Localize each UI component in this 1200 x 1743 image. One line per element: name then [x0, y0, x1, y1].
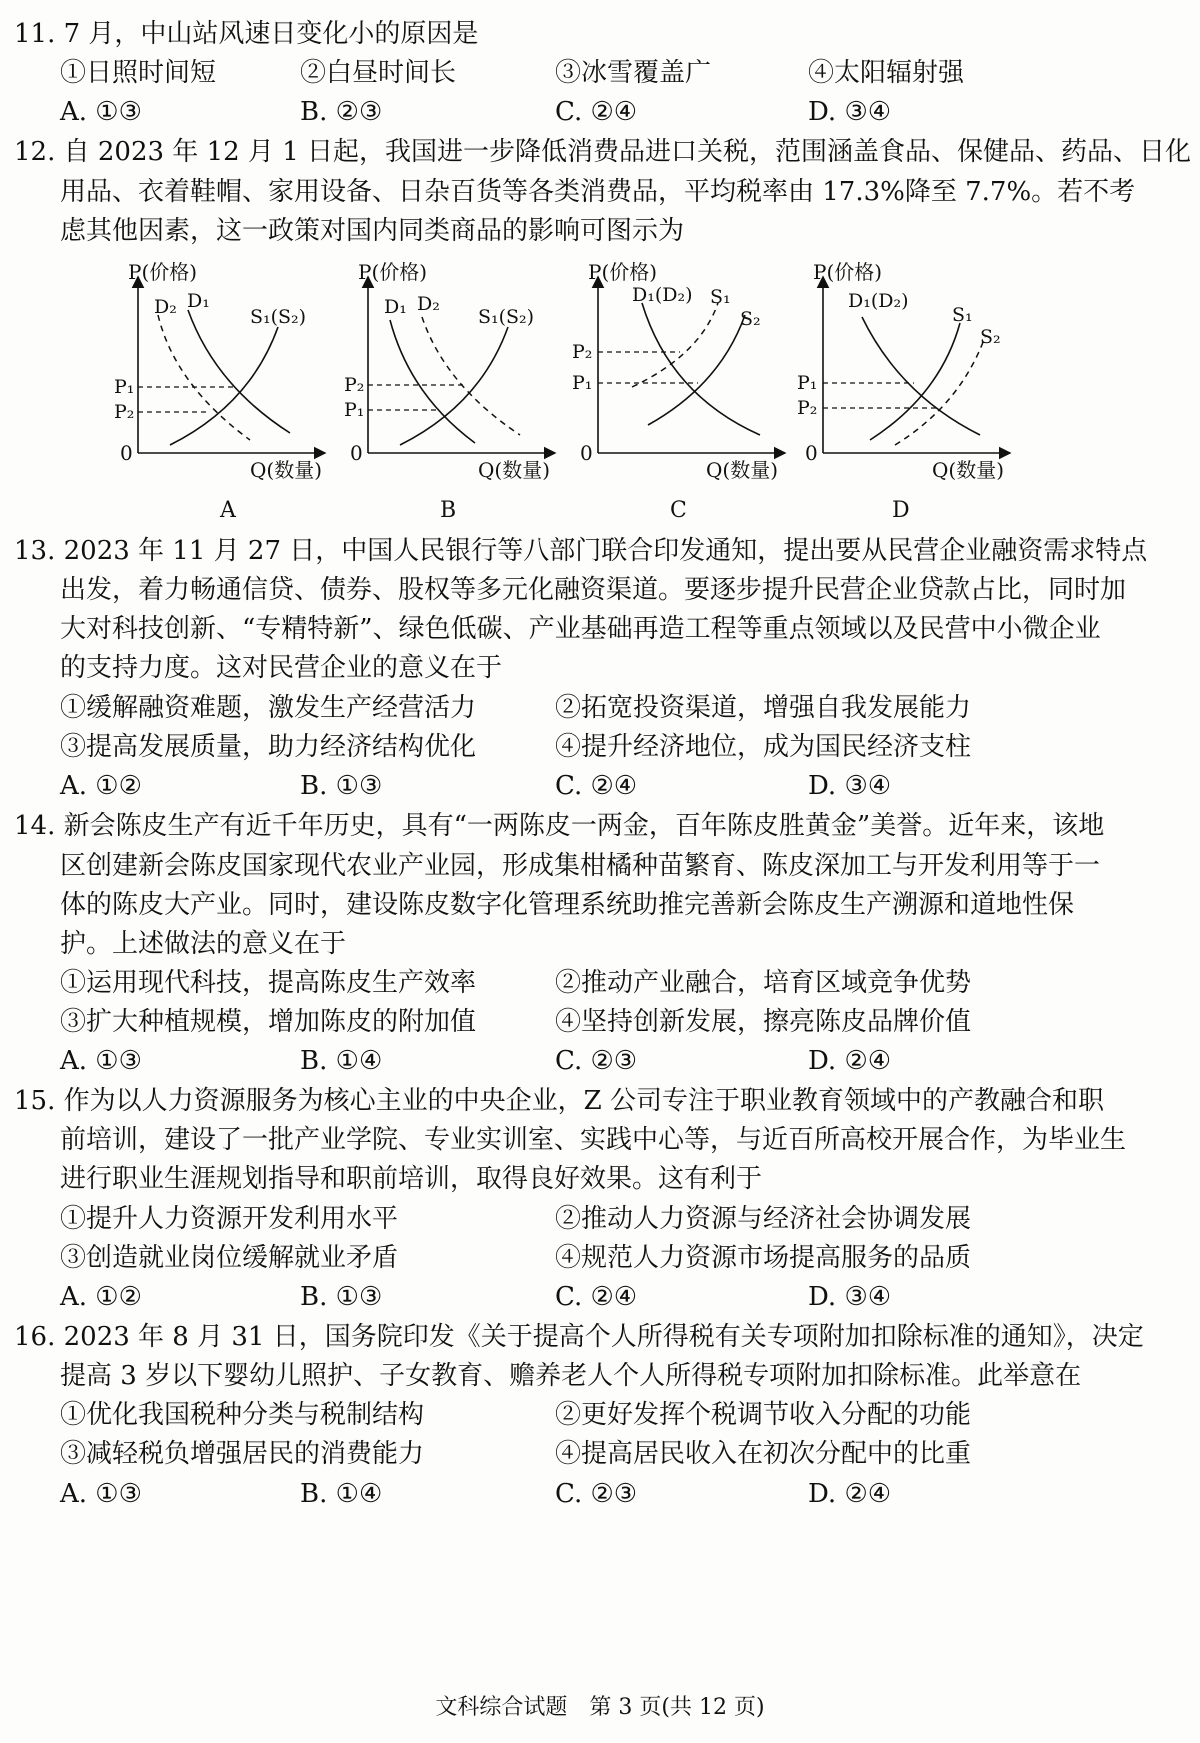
q13-line-1: 13. 2023 年 11 月 27 日，中国人民银行等八部门联合印发通知，提出要从民营企业融资需求特点 [14, 536, 1148, 566]
graph-b-p2: P₂ [344, 374, 365, 396]
graph-c-xlabel: Q(数量) [706, 458, 779, 482]
graph-b [344, 260, 555, 523]
q14-item-4: ④坚持创新发展，擦亮陈皮品牌价值 [555, 1007, 972, 1037]
graph-a-d2-curve [158, 315, 250, 440]
graph-d-d-curve [862, 317, 980, 435]
q15-item-4: ④规范人力资源市场提高服务的品质 [555, 1243, 972, 1273]
graph-b-s-curve [400, 327, 508, 445]
graph-d-label-s1: S₁ [952, 304, 973, 326]
q11-item-4: ④太阳辐射强 [808, 58, 965, 88]
q14-line-2: 区创建新会陈皮国家现代农业产业园，形成集柑橘种苗繁育、陈皮深加工与开发利用等于一 [60, 851, 1101, 881]
graph-d-label-d: D₁(D₂) [848, 290, 909, 312]
q15-choice-b: B. ①③ [300, 1282, 383, 1312]
q14-item-2: ②推动产业融合，培育区域竞争优势 [555, 968, 972, 998]
q11-item-1: ①日照时间短 [60, 58, 217, 88]
q16-item-3: ③减轻税负增强居民的消费能力 [60, 1439, 425, 1469]
q16-choice-c: C. ②③ [555, 1479, 638, 1509]
q11-item-3: ③冰雪覆盖广 [555, 58, 712, 88]
graph-b-ylabel: P(价格) [358, 260, 428, 284]
q16-choice-d: D. ②④ [808, 1479, 892, 1509]
q13-choice-c: C. ②④ [555, 771, 638, 801]
graph-b-origin: 0 [350, 441, 363, 465]
q16-item-1: ①优化我国税种分类与税制结构 [60, 1400, 425, 1430]
page-footer: 文科综合试题 第 3 页(共 12 页) [435, 1695, 765, 1720]
graph-a-d1-curve [188, 310, 290, 433]
q14-line-3: 体的陈皮大产业。同时，建设陈皮数字化管理系统助推完善新会陈皮生产溯源和道地性保 [60, 890, 1075, 920]
graph-d-label-s2: S₂ [980, 326, 1001, 348]
graph-b-xlabel: Q(数量) [478, 458, 551, 482]
q13-line-3: 大对科技创新、“专精特新”、绿色低碳、产业基础再造工程等重点领域以及民营中小微企业 [60, 614, 1101, 644]
q15-item-3: ③创造就业岗位缓解就业矛盾 [60, 1243, 399, 1273]
graph-a-label-d1: D₁ [187, 290, 210, 312]
q14-item-1: ①运用现代科技，提高陈皮生产效率 [60, 968, 477, 998]
q11-stem: 11. 7 月，中山站风速日变化小的原因是 [14, 19, 479, 49]
graph-d-s1-curve [870, 323, 960, 440]
graph-c-ylabel: P(价格) [588, 260, 658, 284]
graph-c-label-s2: S₂ [740, 308, 761, 330]
q13-line-2: 出发，着力畅通信贷、债券、股权等多元化融资渠道。要逐步提升民营企业贷款占比，同时加 [60, 575, 1127, 605]
q16-line-2: 提高 3 岁以下婴幼儿照护、子女教育、赡养老人个人所得税专项附加扣除标准。此举意在 [60, 1361, 1082, 1391]
q14-item-3: ③扩大种植规模，增加陈皮的附加值 [60, 1007, 477, 1037]
q13-item-4: ④提升经济地位，成为国民经济支柱 [555, 732, 972, 762]
q15-line-1: 15. 作为以人力资源服务为核心主业的中央企业，Z 公司专注于职业教育领域中的产教融合和职 [14, 1086, 1104, 1116]
graph-a-s-curve [170, 327, 278, 445]
q13-choice-a: A. ①② [60, 771, 142, 801]
q15-item-2: ②推动人力资源与经济社会协调发展 [555, 1204, 972, 1234]
graph-a-p2: P₂ [114, 401, 135, 423]
q14-line-1: 14. 新会陈皮生产有近千年历史，具有“一两陈皮一两金，百年陈皮胜黄金”美誉。近年来，该地 [14, 811, 1105, 841]
graph-c-p2: P₂ [572, 341, 593, 363]
graph-d-origin: 0 [805, 441, 818, 465]
q15-line-2: 前培训，建设了一批产业学院、专业实训室、实践中心等，与近百所高校开展合作，为毕业生 [60, 1125, 1127, 1155]
q16-item-4: ④提高居民收入在初次分配中的比重 [555, 1439, 972, 1469]
graph-b-letter: B [440, 498, 457, 523]
q16-line-1: 16. 2023 年 8 月 31 日，国务院印发《关于提高个人所得税有关专项附加扣除标准的通知》，决定 [14, 1322, 1144, 1352]
graph-b-label-s: S₁(S₂) [478, 306, 535, 328]
graph-a [114, 260, 325, 523]
q16-choice-b: B. ①④ [300, 1479, 383, 1509]
graph-b-p1: P₁ [344, 399, 365, 421]
graph-d-p1: P₁ [797, 372, 818, 394]
graph-c-letter: C [670, 498, 687, 523]
q14-choice-a: A. ①③ [60, 1046, 142, 1076]
q12-line-1: 12. 自 2023 年 12 月 1 日起，我国进一步降低消费品进口关税，范围涵盖食品、保健品、药品、日化 [14, 137, 1191, 167]
q15-item-1: ①提升人力资源开发利用水平 [60, 1204, 399, 1234]
graph-a-label-s: S₁(S₂) [250, 306, 307, 328]
graph-c-s1-curve [632, 303, 718, 387]
graph-d-ylabel: P(价格) [813, 260, 883, 284]
q13-choice-b: B. ①③ [300, 771, 383, 801]
graph-a-xlabel: Q(数量) [250, 458, 323, 482]
q16-item-2: ②更好发挥个税调节收入分配的功能 [555, 1400, 972, 1430]
q13-choice-d: D. ③④ [808, 771, 892, 801]
q11-choice-d: D. ③④ [808, 97, 892, 127]
graph-c [572, 260, 785, 523]
q11-choice-b: B. ②③ [300, 97, 383, 127]
q14-choice-c: C. ②③ [555, 1046, 638, 1076]
q11-item-2: ②白昼时间长 [300, 58, 457, 88]
q15-choice-d: D. ③④ [808, 1282, 892, 1312]
graph-a-label-d2: D₂ [154, 296, 177, 318]
q16-choice-a: A. ①③ [60, 1479, 142, 1509]
graph-a-p1: P₁ [114, 376, 135, 398]
q11-choice-a: A. ①③ [60, 97, 142, 127]
q13-item-1: ①缓解融资难题，激发生产经营活力 [60, 693, 477, 723]
graph-b-d1-curve [390, 320, 475, 443]
q14-choice-d: D. ②④ [808, 1046, 892, 1076]
graph-b-label-d2: D₂ [417, 293, 440, 315]
graph-c-p1: P₁ [572, 372, 593, 394]
q13-item-2: ②拓宽投资渠道，增强自我发展能力 [555, 693, 972, 723]
q12-line-3: 虑其他因素，这一政策对国内同类商品的影响可图示为 [60, 216, 685, 246]
q12-graphs [0, 255, 1200, 525]
graph-d-letter: D [892, 498, 910, 523]
q13-line-4: 的支持力度。这对民营企业的意义在于 [60, 653, 503, 683]
q12-line-2: 用品、衣着鞋帽、家用设备、日杂百货等各类消费品，平均税率由 17.3%降至 7.7%。若不考 [60, 177, 1136, 207]
q15-choice-a: A. ①② [60, 1282, 142, 1312]
q14-choice-b: B. ①④ [300, 1046, 383, 1076]
graph-a-origin: 0 [120, 441, 133, 465]
graph-c-label-d: D₁(D₂) [632, 284, 693, 306]
graph-d-p2: P₂ [797, 397, 818, 419]
graph-d-s2-curve [895, 337, 985, 445]
q15-line-3: 进行职业生涯规划指导和职前培训，取得良好效果。这有利于 [60, 1164, 763, 1194]
q11-choice-c: C. ②④ [555, 97, 638, 127]
q15-choice-c: C. ②④ [555, 1282, 638, 1312]
graph-c-origin: 0 [580, 441, 593, 465]
q14-line-4: 护。上述做法的意义在于 [60, 929, 347, 959]
graph-b-label-d1: D₁ [384, 296, 407, 318]
graph-a-ylabel: P(价格) [128, 260, 198, 284]
graph-a-letter: A [220, 498, 236, 523]
graph-d [797, 260, 1010, 523]
graph-d-xlabel: Q(数量) [932, 458, 1005, 482]
graph-c-label-s1: S₁ [710, 286, 731, 308]
q13-item-3: ③提高发展质量，助力经济结构优化 [60, 732, 477, 762]
